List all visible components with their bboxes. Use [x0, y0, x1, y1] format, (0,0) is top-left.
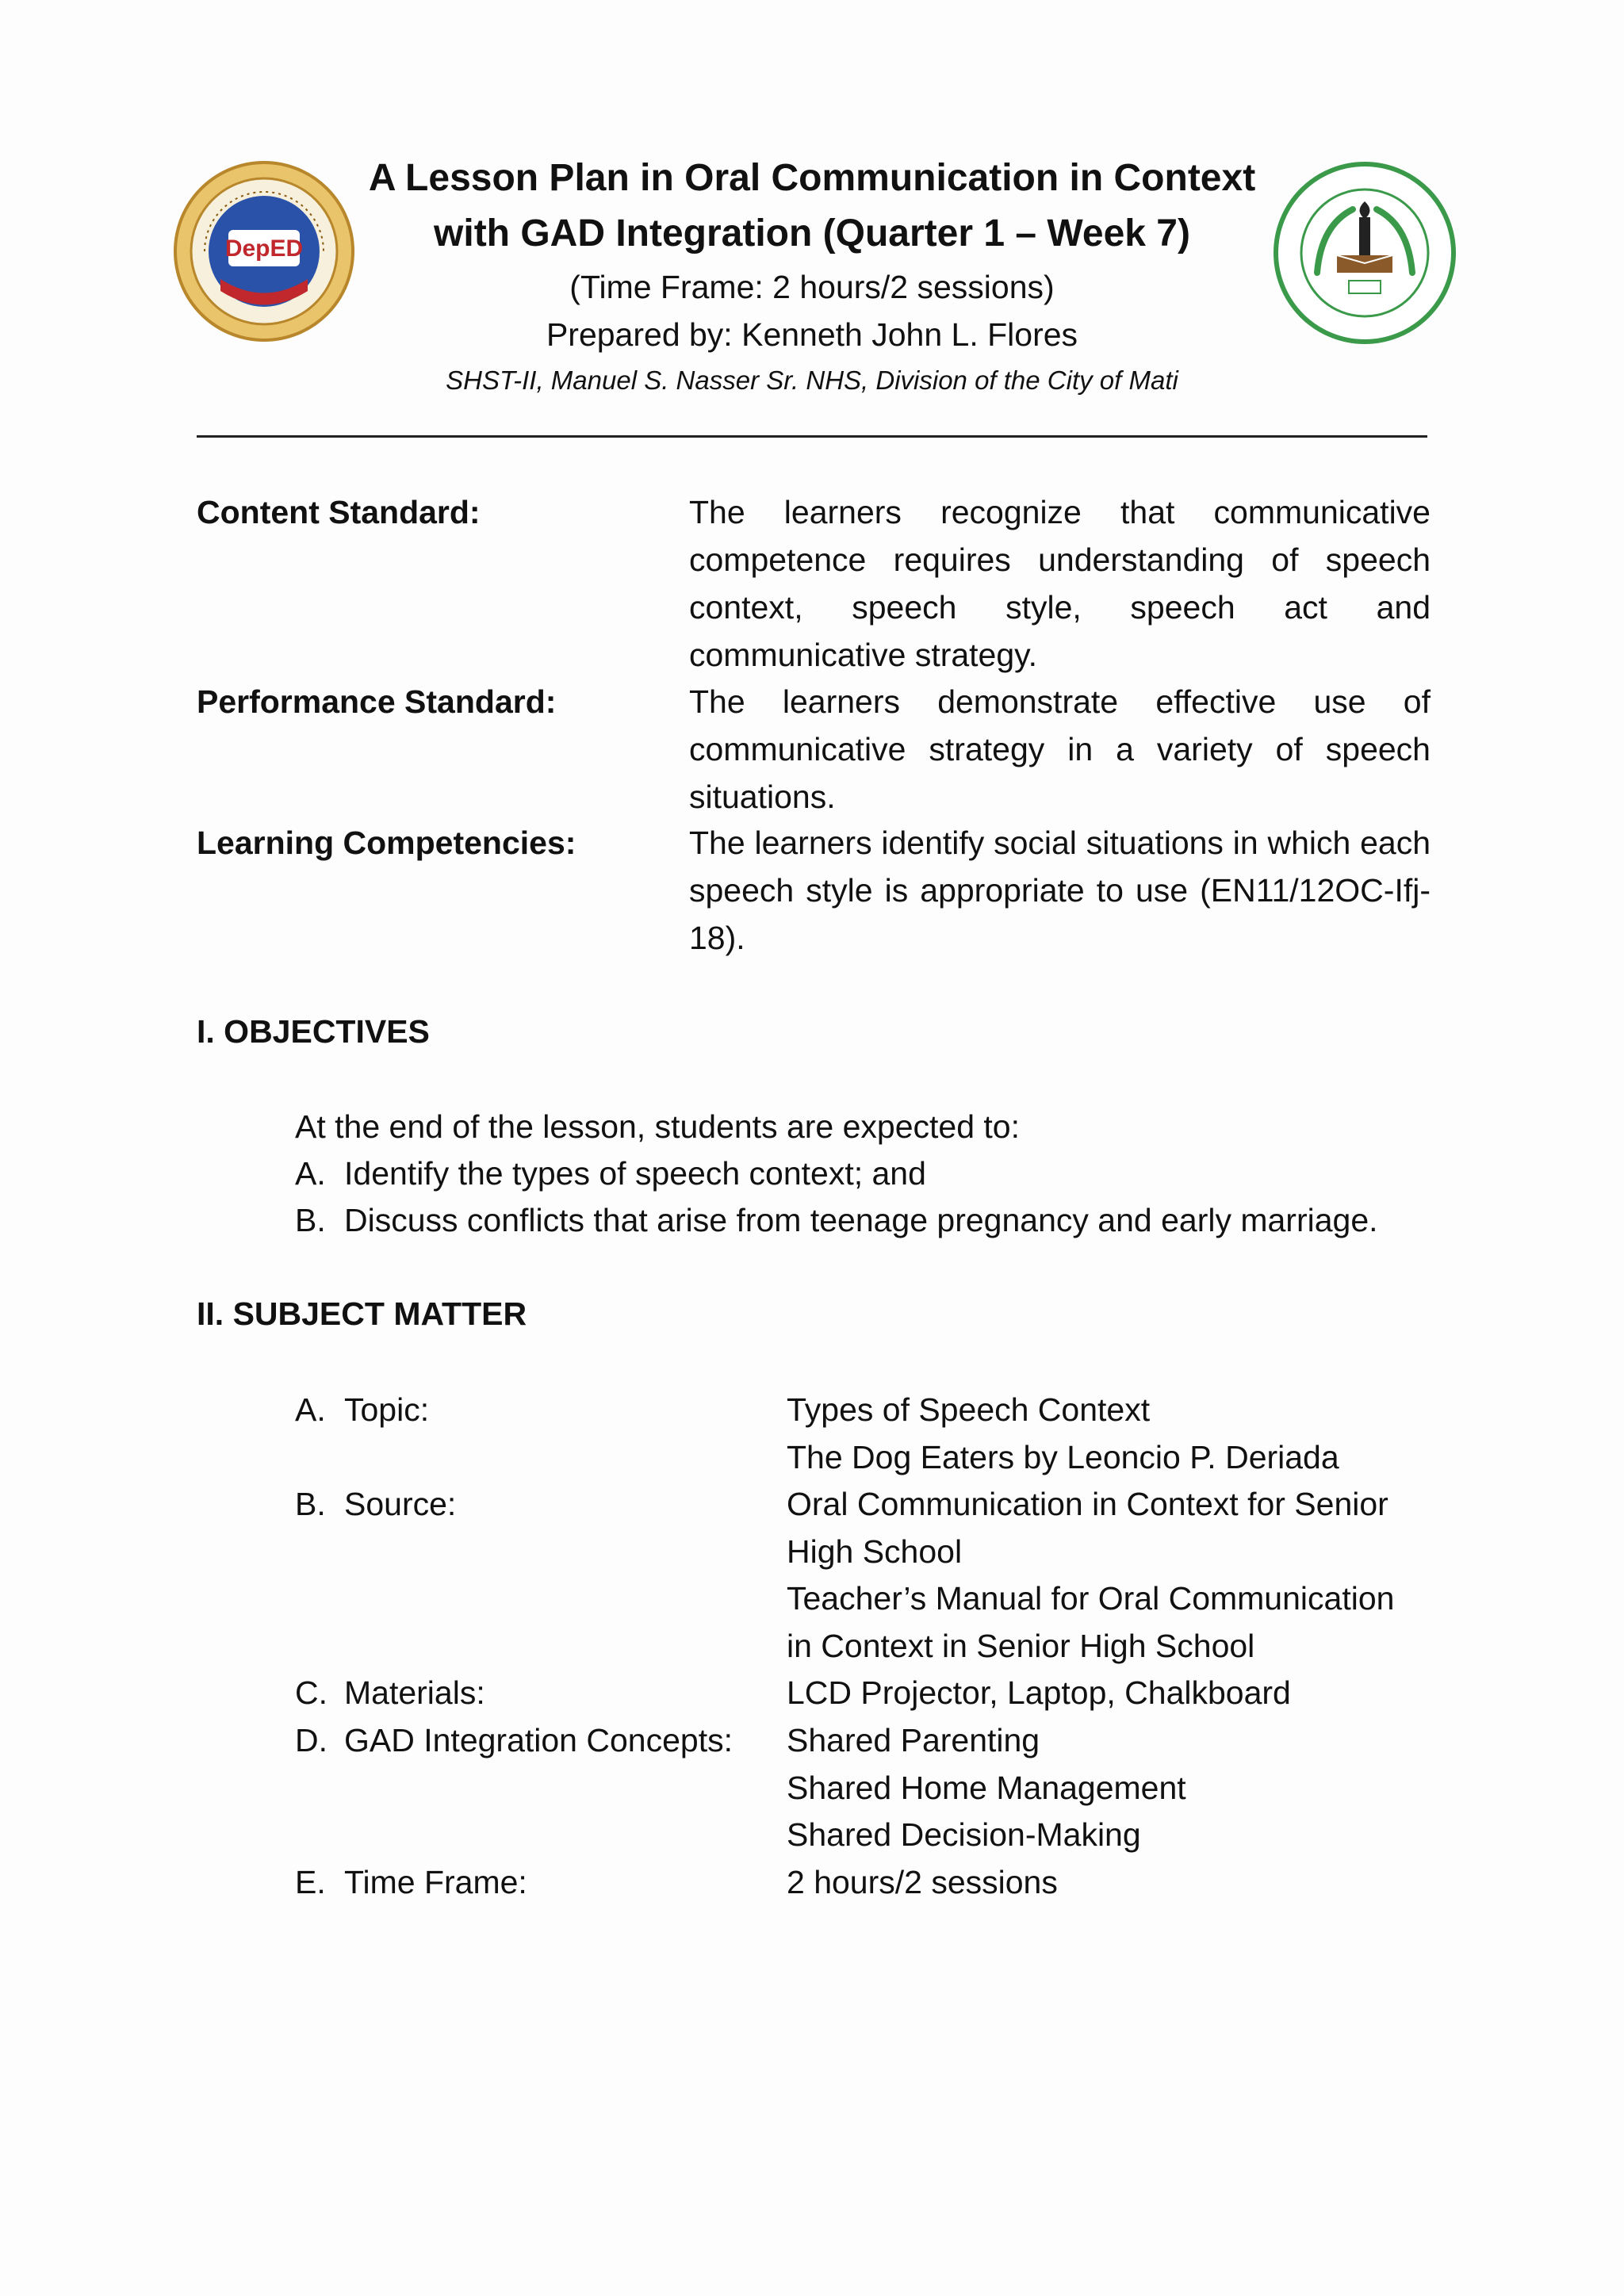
- document-header: [0, 151, 1624, 412]
- source-value: in Context in Senior High School: [787, 1627, 1255, 1664]
- topic-label: Topic:: [344, 1391, 430, 1428]
- content-standard-text: The learners recognize that communicative competence requires understanding of speech context, speech style, speech act and communicative strategy.: [689, 494, 1431, 673]
- document-title-line-1: A Lesson Plan in Oral Communication in Context: [368, 157, 1256, 199]
- objectives-intro: At the end of the lesson, students are expected to:: [295, 1108, 1020, 1145]
- gad-value: Shared Decision-Making: [787, 1816, 1141, 1853]
- prepared-by: Prepared by: Kenneth John L. Flores: [546, 316, 1078, 353]
- subject-matter-label: [295, 1387, 429, 1434]
- performance-standard-row: [197, 678, 1431, 821]
- subject-matter-label: [295, 1481, 456, 1529]
- time-frame-label: Time Frame:: [344, 1864, 527, 1900]
- subject-matter-letter: B.: [295, 1486, 326, 1522]
- content-standard-row: [197, 488, 1431, 679]
- materials-values: [787, 1670, 1437, 1717]
- source-value: Oral Communication in Context for Senior: [787, 1486, 1388, 1522]
- objective-item: [295, 1150, 1469, 1197]
- subject-matter-label: [295, 1859, 527, 1907]
- school-seal-icon: [1274, 162, 1456, 344]
- topic-values: [787, 1387, 1437, 1481]
- title-block: [301, 151, 1323, 403]
- gad-values: [787, 1717, 1437, 1859]
- gad-label: GAD Integration Concepts:: [344, 1722, 733, 1758]
- learning-competencies-row: [197, 819, 1431, 962]
- learning-competencies-label: Learning Competencies:: [197, 825, 576, 861]
- materials-label: Materials:: [344, 1674, 485, 1711]
- learning-competencies-text: The learners identify social situations in which each speech style is appropriate to use (EN11/12OC-Ifj-18).: [689, 825, 1431, 956]
- topic-value: Types of Speech Context: [787, 1391, 1151, 1428]
- objectives-list: [295, 1104, 1469, 1244]
- subject-matter-letter: D.: [295, 1722, 327, 1758]
- source-label: Source:: [344, 1486, 457, 1522]
- content-standard-label: Content Standard:: [197, 494, 481, 530]
- source-value: Teacher’s Manual for Oral Communication: [787, 1580, 1395, 1617]
- materials-value: LCD Projector, Laptop, Chalkboard: [787, 1674, 1291, 1711]
- objectives-heading: I. OBJECTIVES: [197, 1013, 430, 1050]
- time-frame-values: [787, 1859, 1437, 1907]
- time-frame-value: 2 hours/2 sessions: [787, 1864, 1058, 1900]
- affiliation: SHST-II, Manuel S. Nasser Sr. NHS, Division of the City of Mati: [446, 365, 1178, 395]
- header-divider: [197, 435, 1427, 438]
- objective-letter: B.: [295, 1202, 326, 1238]
- gad-value: Shared Parenting: [787, 1722, 1040, 1758]
- svg-text:DepED: DepED: [224, 235, 304, 262]
- document-title-line-2: with GAD Integration (Quarter 1 – Week 7): [434, 212, 1190, 254]
- time-frame-note: (Time Frame: 2 hours/2 sessions): [569, 269, 1055, 305]
- objective-text: Identify the types of speech context; and: [344, 1155, 926, 1192]
- source-value: High School: [787, 1533, 963, 1570]
- subject-matter-heading: II. SUBJECT MATTER: [197, 1295, 527, 1332]
- objective-letter: A.: [295, 1155, 326, 1192]
- source-values: [787, 1481, 1437, 1670]
- performance-standard-text: The learners demonstrate effective use of communicative strategy in a variety of speech situations.: [689, 683, 1431, 815]
- objective-item: [295, 1197, 1469, 1244]
- subject-matter-letter: E.: [295, 1864, 326, 1900]
- subject-matter-label: [295, 1717, 733, 1765]
- gad-value: Shared Home Management: [787, 1769, 1186, 1806]
- objective-text: Discuss conflicts that arise from teenage pregnancy and early marriage.: [344, 1202, 1378, 1238]
- topic-value: The Dog Eaters by Leoncio P. Deriada: [787, 1438, 1339, 1475]
- performance-standard-label: Performance Standard:: [197, 683, 557, 720]
- subject-matter-letter: A.: [295, 1391, 326, 1428]
- subject-matter-label: [295, 1670, 485, 1717]
- subject-matter-letter: C.: [295, 1674, 327, 1711]
